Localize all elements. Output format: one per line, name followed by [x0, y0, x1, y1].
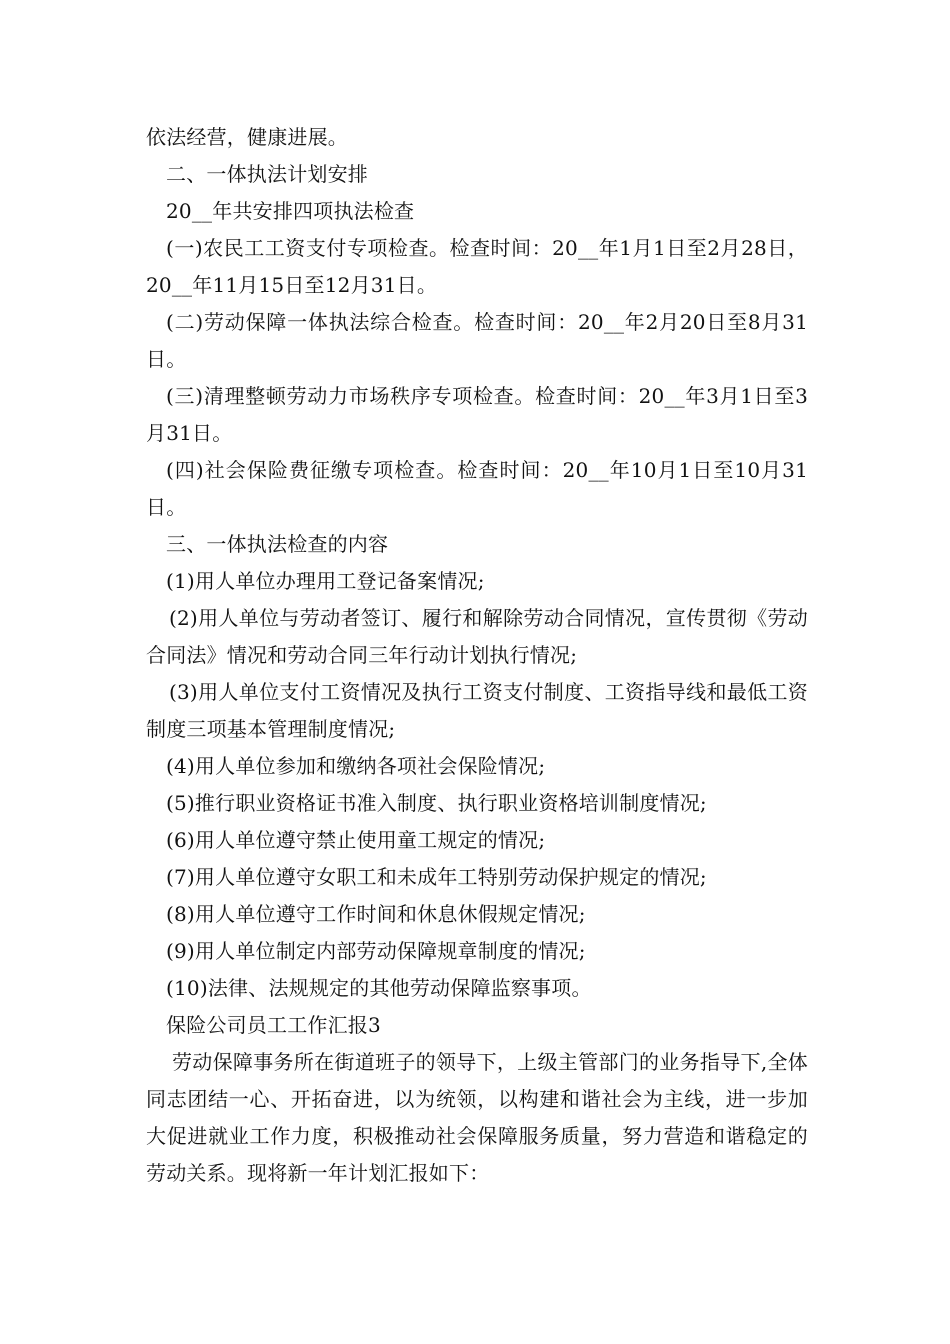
list-item-content-2: (2)用人单位与劳动者签订、履行和解除劳动合同情况，宣传贯彻《劳动合同法》情况和劳动合同三年行动计划执行情况; — [146, 606, 808, 667]
list-item-content-9: (9)用人单位制定内部劳动保障规章制度的情况; — [166, 939, 586, 963]
document-body — [146, 119, 808, 1192]
paragraph-intro-end: 依法经营，健康进展。 — [146, 125, 348, 149]
list-item-content-7: (7)用人单位遵守女职工和未成年工特别劳动保护规定的情况; — [166, 865, 707, 889]
list-item-inspection-3: (三)清理整顿劳动力市场秩序专项检查。检查时间：20__年3月1日至3月31日。 — [146, 384, 808, 445]
section-heading-content: 三、一体执法检查的内容 — [166, 532, 389, 556]
list-item-inspection-2: (二)劳动保障一体执法综合检查。检查时间：20__年2月20日至8月31日。 — [146, 310, 808, 371]
list-item-content-4: (4)用人单位参加和缴纳各项社会保险情况; — [166, 754, 546, 778]
paragraph-plan-summary: 20__年共安排四项执法检查 — [166, 199, 415, 223]
list-item-content-10: (10)法律、法规规定的其他劳动保障监察事项。 — [166, 976, 592, 1000]
list-item-content-5: (5)推行职业资格证书准入制度、执行职业资格培训制度情况; — [166, 791, 707, 815]
list-item-inspection-4: (四)社会保险费征缴专项检查。检查时间：20__年10月1日至10月31日。 — [146, 458, 808, 519]
section-heading-plan: 二、一体执法计划安排 — [166, 162, 368, 186]
paragraph-report-intro: 劳动保障事务所在街道班子的领导下，上级主管部门的业务指导下,全体同志团结一心、开拓奋进，以为统领，以构建和谐社会为主线，进一步加大促进就业工作力度，积极推动社会保障服务质量，努力营造和谐稳定的劳动关系。现将新一年计划汇报如下： — [146, 1050, 808, 1185]
list-item-content-3: (3)用人单位支付工资情况及执行工资支付制度、工资指导线和最低工资制度三项基本管理制度情况; — [146, 680, 808, 741]
list-item-content-1: (1)用人单位办理用工登记备案情况; — [166, 569, 485, 593]
section-title-report-3: 保险公司员工工作汇报3 — [166, 1013, 381, 1037]
list-item-content-8: (8)用人单位遵守工作时间和休息休假规定情况; — [166, 902, 586, 926]
list-item-content-6: (6)用人单位遵守禁止使用童工规定的情况; — [166, 828, 546, 852]
list-item-inspection-1: (一)农民工工资支付专项检查。检查时间：20__年1月1日至2月28日，20__年11月15日至12月31日。 — [146, 236, 808, 297]
